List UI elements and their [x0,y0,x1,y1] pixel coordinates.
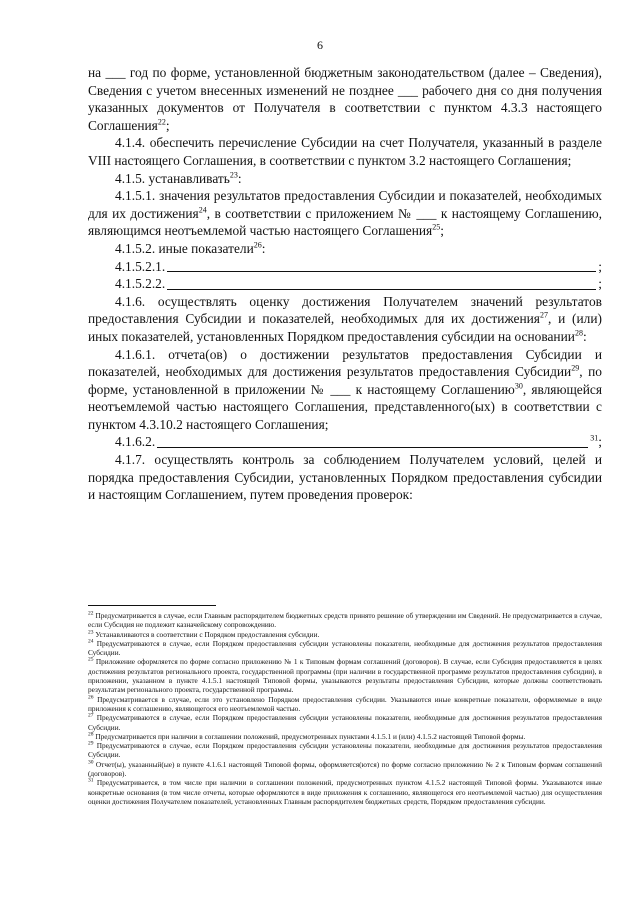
page-number: 6 [317,38,323,52]
main-text [88,64,602,504]
footnote-31: $^{31}$ Предусматривается, в том числе при наличии в соглашении положений, предусмотренных пунктом 4.1.5.2 настоящей Типовой формы. Указываются иные конкретные основания (в том числе отчеты, которые оформляются в виде приложения к соглашению, являющегося его неотъемлемой частью) для осуществления оценки достижения Получателем показателей, установленных Главным распорядителем бюджетных средств, Порядком предоставления субсидии. [88,777,603,806]
paragraph-4-1-5: 4.1.5. устанавливать$^{23}$: [115,170,242,186]
paragraph-4-1-3-continued: на ___ год по форме, установленной бюджетным законодательством (далее – Сведения), Сведения с учетом внесенных изменений не позднее ___ рабочего дня со дня получения указанных документов от Получателя в соответствии с пунктом 4.3.3 настоящего Соглашения$^{22}$; [88,65,602,133]
paragraph-4-1-7: 4.1.7. осуществлять контроль за соблюдением Получателем условий, целей и порядка предоставления Субсидии, установленных Порядком предоставления субсидии и настоящим Соглашением, путем проведения проверок: [88,452,602,503]
fill-line [157,434,588,448]
item-4-1-5-2-2: 4.1.5.2.2. ; [115,276,602,292]
paragraph-4-1-6: 4.1.6. осуществлять оценку достижения Получателем значений результатов предоставления Субсидии и показателей, необходимых для их достижения$^{27}$, и (или) иных показателей, установленных Порядком предоставления субсидии на основании$^{28}$: [88,293,602,344]
footnote-27: $^{27}$ Предусматриваются в случае, если Порядком предоставления субсидии установлены показатели, необходимые для достижения результатов предоставления Субсидии. [88,712,603,732]
fill-line [167,276,596,290]
footnote-23: $^{23}$ Устанавливаются в соответствии с Порядком предоставления субсидии. [88,629,320,639]
paragraph-4-1-4: 4.1.4. обеспечить перечисление Субсидии на счет Получателя, указанный в разделе VIII настоящего Соглашения, в соответствии с пунктом 3.2 настоящего Соглашения; [88,135,602,168]
footnote-24: $^{24}$ Предусматриваются в случае, если Порядком предоставления субсидии установлены показатели, необходимые для достижения результатов предоставления Субсидии. [88,638,603,658]
footnote-26: $^{26}$ Предусматривается в случае, если это установлено Порядком предоставления субсидии. Указываются иные конкретные показатели, оформляемые в виде приложения к соглашению, являющегося его неотъемлемой частью. [88,694,602,713]
item-4-1-6-2: 4.1.6.2. $^{31}$; [115,434,602,450]
footnote-22: $^{22}$ Предусматривается в случае, если Главным распорядителем бюджетных средств принято решение об утверждении им Сведений. Не предусматривается в случае, если Субсидия не подлежит казначейскому сопровождению. [88,610,603,630]
footnote-30: $^{30}$ Отчет(ы), указанный(ые) в пункте 4.1.6.1 настоящей Типовой формы, оформляется(ются) по форме согласно приложению № 2 к Типовым формам соглашений (договоров). [88,759,602,779]
footnote-separator [88,605,216,606]
paragraph-4-1-5-1: 4.1.5.1. значения результатов предоставления Субсидии и показателей, необходимых для их достижения$^{24}$, в соответствии с приложением № ___ к настоящему Соглашению, являющимся неотъемлемой частью настоящего Соглашения$^{25}$; [88,188,602,239]
footnote-29: $^{29}$ Предусматриваются в случае, если Порядком предоставления субсидии установлены показатели, необходимые для достижения результатов предоставления Субсидии. [88,740,603,760]
paragraph-4-1-5-2: 4.1.5.2. иные показатели$^{26}$: [115,240,266,256]
fill-line [167,258,596,272]
item-4-1-5-2-1: 4.1.5.2.1. ; [115,258,602,274]
paragraph-4-1-6-1: 4.1.6.1. отчета(ов) о достижении результатов предоставления Субсидии и показателей, необходимых для достижения результатов предоставления Субсидии$^{29}$, по форме, установленной в приложении № ___ к настоящему Соглашению$^{30}$, являющейся неотъемлемой частью настоящего Соглашения, представленного(ых) в соответствии с пунктом 4.3.10.2 настоящего Соглашения; [88,346,602,432]
footnotes [88,611,602,806]
footnote-28: $^{28}$ Предусматривается при наличии в соглашении положений, предусмотренных пунктами 4.1.5.1 и (или) 4.1.5.2 настоящей Типовой формы. [88,731,526,741]
footnote-25: $^{25}$ Приложение оформляется по форме согласно приложению № 1 к Типовым формам соглашений (договоров). В случае, если Субсидия предоставляется в целях достижения результатов регионального проекта, государственной программы (при наличии в государственной программе результатов предоставления субсидии), в приложении, указанном в пункте 4.1.5.1 настоящей Типовой формы, указываются результаты предоставления Субсидии, которые должны соответствовать результатам регионального проекта, государственной программы. [88,657,603,695]
